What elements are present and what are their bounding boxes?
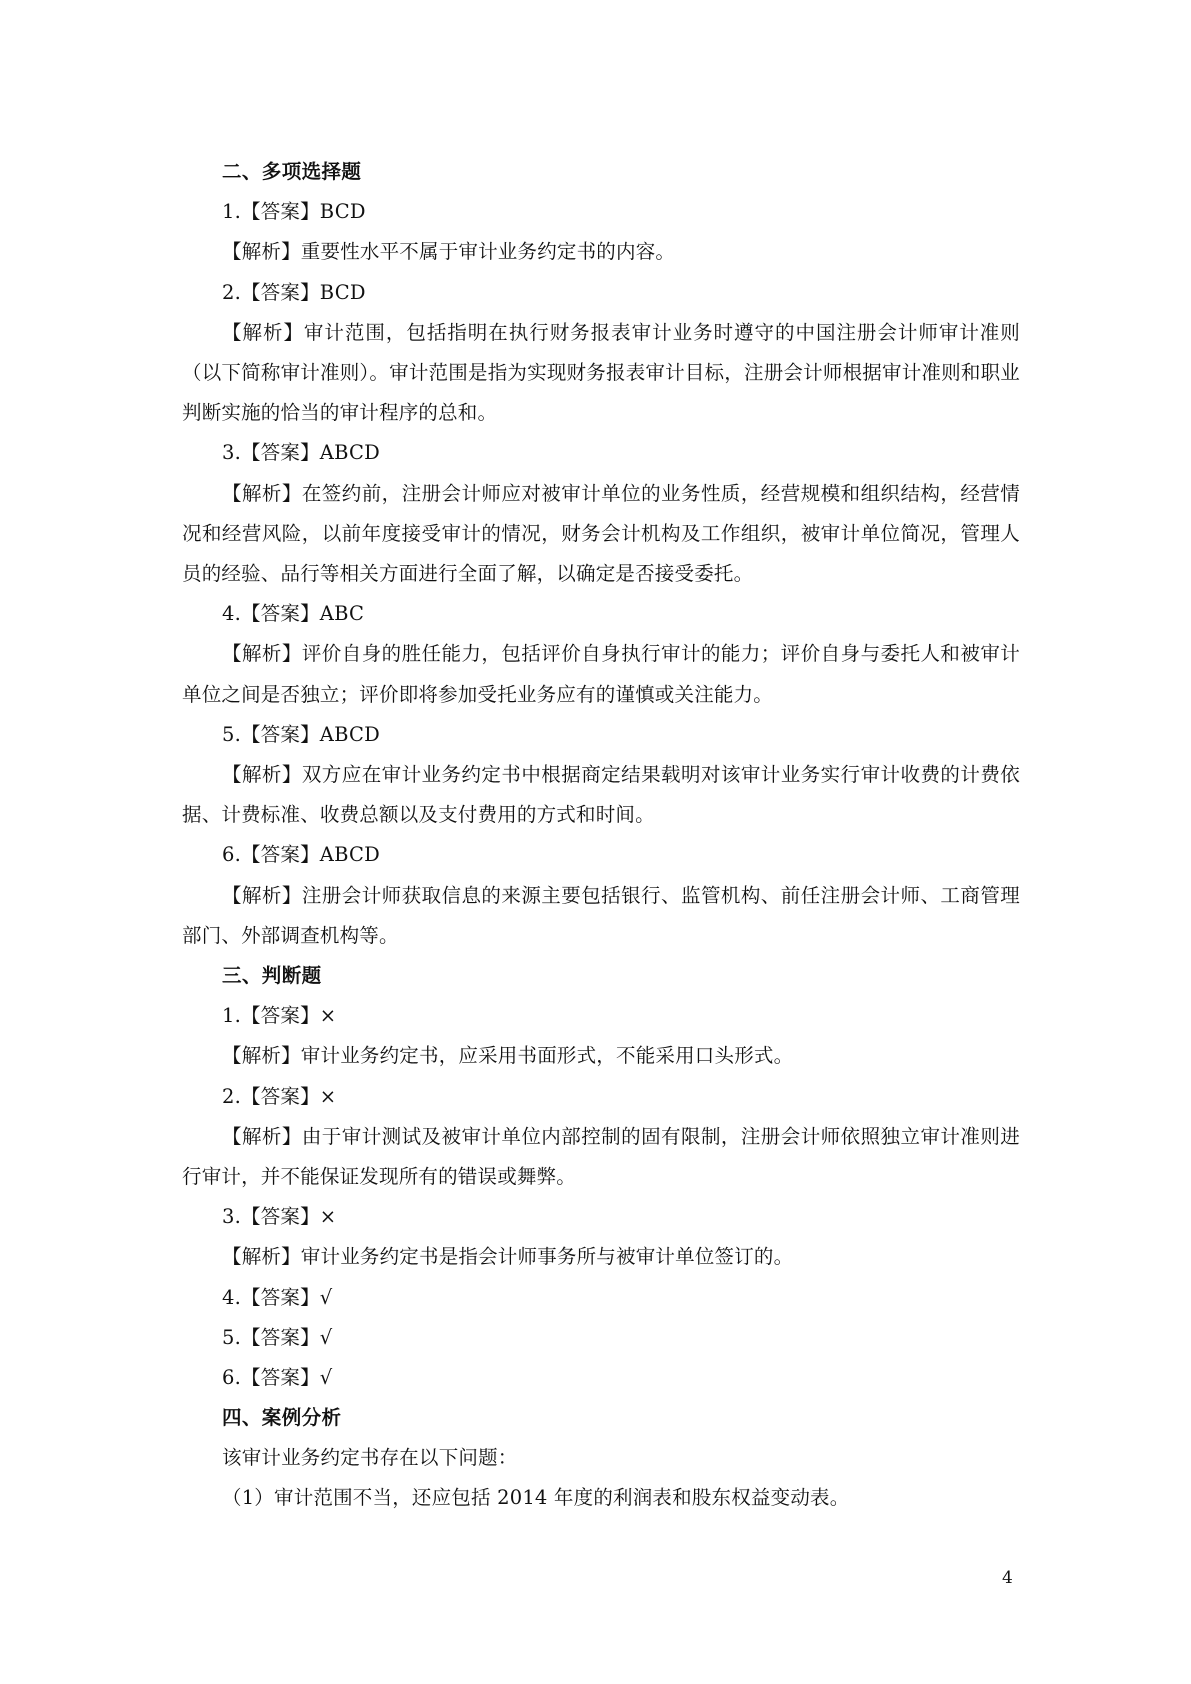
case-paragraph: 该审计业务约定书存在以下问题： <box>222 1446 518 1470</box>
analysis-paragraph: 【解析】审计业务约定书是指会计师事务所与被审计单位签订的。 <box>222 1245 794 1269</box>
page-content <box>182 152 1020 1519</box>
section-heading-multiple-choice: 二、多项选择题 <box>222 160 362 183</box>
analysis-paragraph: 【解析】审计业务约定书，应采用书面形式，不能采用口头形式。 <box>222 1044 794 1068</box>
answer-line: 5.【答案】√ <box>222 1325 333 1349</box>
analysis-paragraph: 【解析】审计范围，包括指明在执行财务报表审计业务时遵守的中国注册会计师审计准则（以下简称审计准则）。审计范围是指为实现财务报表审计目标，注册会计师根据审计准则和职业判断实施的恰当的审计程序的总和。 <box>182 320 1020 425</box>
answer-line: 2.【答案】× <box>222 1084 337 1108</box>
answer-line: 3.【答案】ABCD <box>222 441 380 465</box>
answer-line: 5.【答案】ABCD <box>222 722 380 746</box>
analysis-paragraph: 【解析】注册会计师获取信息的来源主要包括银行、监管机构、前任注册会计师、工商管理部门、外部调查机构等。 <box>182 883 1020 947</box>
answer-line: 2.【答案】BCD <box>222 280 366 304</box>
analysis-paragraph: 【解析】评价自身的胜任能力，包括评价自身执行审计的能力；评价自身与委托人和被审计单位之间是否独立；评价即将参加受托业务应有的谨慎或关注能力。 <box>182 642 1020 706</box>
analysis-paragraph: 【解析】重要性水平不属于审计业务约定书的内容。 <box>222 240 676 264</box>
answer-line: 1.【答案】× <box>222 1004 337 1028</box>
analysis-paragraph: 【解析】双方应在审计业务约定书中根据商定结果载明对该审计业务实行审计收费的计费依据、计费标准、收费总额以及支付费用的方式和时间。 <box>182 762 1020 827</box>
answer-line: 3.【答案】× <box>222 1205 337 1229</box>
page-number: 4 <box>1002 1568 1013 1588</box>
section-heading-true-false: 三、判断题 <box>222 963 322 987</box>
section-heading-case-analysis: 四、案例分析 <box>222 1406 342 1430</box>
analysis-paragraph: 【解析】在签约前，注册会计师应对被审计单位的业务性质，经营规模和组织结构，经营情况和经营风险，以前年度接受审计的情况，财务会计机构及工作组织，被审计单位简况，管理人员的经验、品行等相关方面进行全面了解，以确定是否接受委托。 <box>182 481 1020 585</box>
answer-line: 6.【答案】ABCD <box>222 843 380 867</box>
answer-line: 6.【答案】√ <box>222 1365 333 1389</box>
answer-line: 4.【答案】√ <box>222 1285 333 1309</box>
case-paragraph: （1）审计范围不当，还应包括 2014 年度的利润表和股东权益变动表。 <box>222 1486 850 1510</box>
answer-line: 4.【答案】ABC <box>222 602 365 626</box>
analysis-paragraph: 【解析】由于审计测试及被审计单位内部控制的固有限制，注册会计师依照独立审计准则进行审计，并不能保证发现所有的错误或舞弊。 <box>182 1124 1020 1188</box>
answer-line: 1.【答案】BCD <box>222 200 366 224</box>
